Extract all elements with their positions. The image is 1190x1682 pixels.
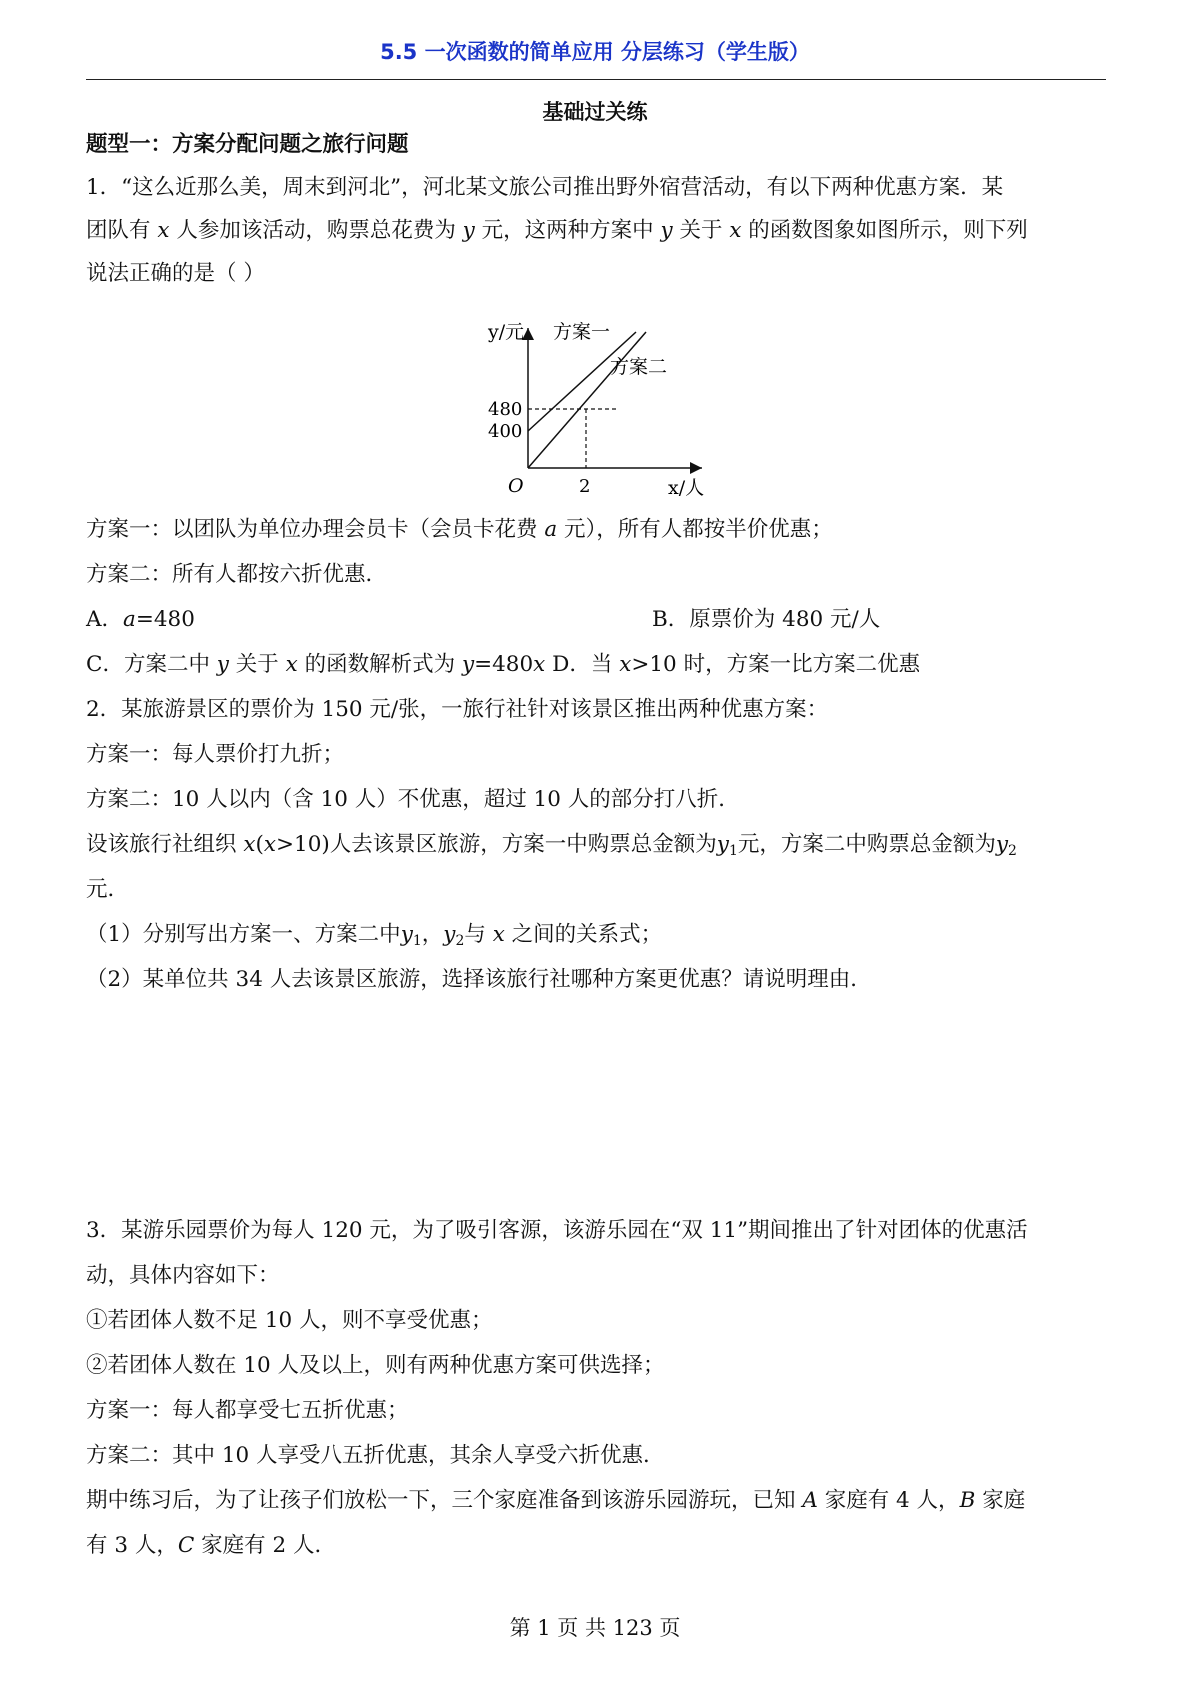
page-number-footer: 第 1 页 共 123 页 bbox=[509, 1616, 681, 1640]
q3-families-line1: 期中练习后，为了让孩子们放松一下，三个家庭准备到该游乐园游玩，已知 A 家庭有 4 人，B 家庭 bbox=[86, 1488, 1026, 1513]
plan2-line-label: 方案二 bbox=[610, 356, 668, 378]
section-title: 基础过关练 bbox=[542, 99, 648, 124]
plan1-line-label: 方案一 bbox=[553, 321, 611, 343]
q1-option-c[interactable]: C．方案二中 y 关于 x 的函数解析式为 y=480x bbox=[86, 652, 546, 677]
y-tick-480: 480 bbox=[488, 399, 523, 420]
q1-option-b[interactable]: B．原票价为 480 元/人 bbox=[652, 607, 881, 632]
q2-plan1: 方案一：每人票价打九折； bbox=[86, 742, 345, 767]
q1-option-a[interactable]: A．a=480 bbox=[86, 607, 195, 632]
plan2-line bbox=[528, 332, 646, 468]
q3-stem-line2: 动，具体内容如下： bbox=[86, 1263, 280, 1288]
q3-plan2: 方案二：其中 10 人享受八五折优惠，其余人享受六折优惠． bbox=[86, 1443, 665, 1468]
q1-stem-line3: 说法正确的是（ ） bbox=[86, 261, 265, 286]
y-axis-label: y/元 bbox=[488, 321, 525, 343]
q1-options-ab bbox=[86, 605, 1108, 635]
q2-subquestion-2: （2）某单位共 34 人去该景区旅游，选择该旅行社哪种方案更优惠？请说明理由． bbox=[86, 967, 872, 992]
q3-plan1: 方案一：每人都享受七五折优惠； bbox=[86, 1398, 409, 1423]
origin-label: O bbox=[508, 475, 524, 497]
q2-subquestion-1: （1）分别写出方案一、方案二中$y_1$，$y_2$与 x 之间的关系式； bbox=[86, 922, 663, 949]
document-header-title: 5.5 一次函数的简单应用 分层练习（学生版） bbox=[380, 40, 810, 64]
q3-stem-line1: 3．某游乐园票价为每人 120 元，为了吸引客源，该游乐园在“双 11”期间推出了针对团体的优惠活 bbox=[86, 1218, 1028, 1243]
y-tick-400: 400 bbox=[488, 421, 523, 442]
q1-option-d[interactable]: D．当 x>10 时，方案一比方案二优惠 bbox=[545, 652, 921, 677]
x-axis-label: x/人 bbox=[668, 477, 705, 499]
q1-stem-line1: 1．“这么近那么美，周末到河北”，河北某文旅公司推出野外宿营活动，有以下两种优惠方案．某 bbox=[86, 175, 1004, 200]
q3-families-line2: 有 3 人，C 家庭有 2 人． bbox=[86, 1533, 336, 1558]
question-type-heading: 题型一：方案分配问题之旅行问题 bbox=[86, 132, 409, 157]
q2-plan2: 方案二：10 人以内（含 10 人）不优惠，超过 10 人的部分打八折． bbox=[86, 787, 740, 812]
header-divider bbox=[86, 79, 1106, 80]
q2-setup: 设该旅行社组织 x(x>10)人去该景区旅游，方案一中购票总金额为$y_1$元，方案二中购票总金额为$y_2$ bbox=[86, 832, 1017, 859]
x-tick-2: 2 bbox=[579, 476, 591, 497]
q1-plan1: 方案一：以团队为单位办理会员卡（会员卡花费 a 元），所有人都按半价优惠； bbox=[86, 517, 833, 542]
q1-options-cd bbox=[86, 650, 1108, 680]
plan1-line bbox=[528, 332, 636, 431]
q2-stem: 2．某旅游景区的票价为 150 元/张，一旅行社针对该景区推出两种优惠方案： bbox=[86, 697, 829, 722]
q3-rule2: ②若团体人数在 10 人及以上，则有两种优惠方案可供选择； bbox=[86, 1353, 665, 1378]
q2-setup-end: 元． bbox=[86, 877, 130, 902]
q1-function-graph bbox=[470, 318, 730, 508]
q1-plan2: 方案二：所有人都按六折优惠． bbox=[86, 562, 388, 587]
q3-rule1: ①若团体人数不足 10 人，则不享受优惠； bbox=[86, 1308, 493, 1333]
q1-stem-line2: 团队有 x 人参加该活动，购票总花费为 y 元，这两种方案中 y 关于 x 的函数图象如图所示，则下列 bbox=[86, 218, 1028, 243]
